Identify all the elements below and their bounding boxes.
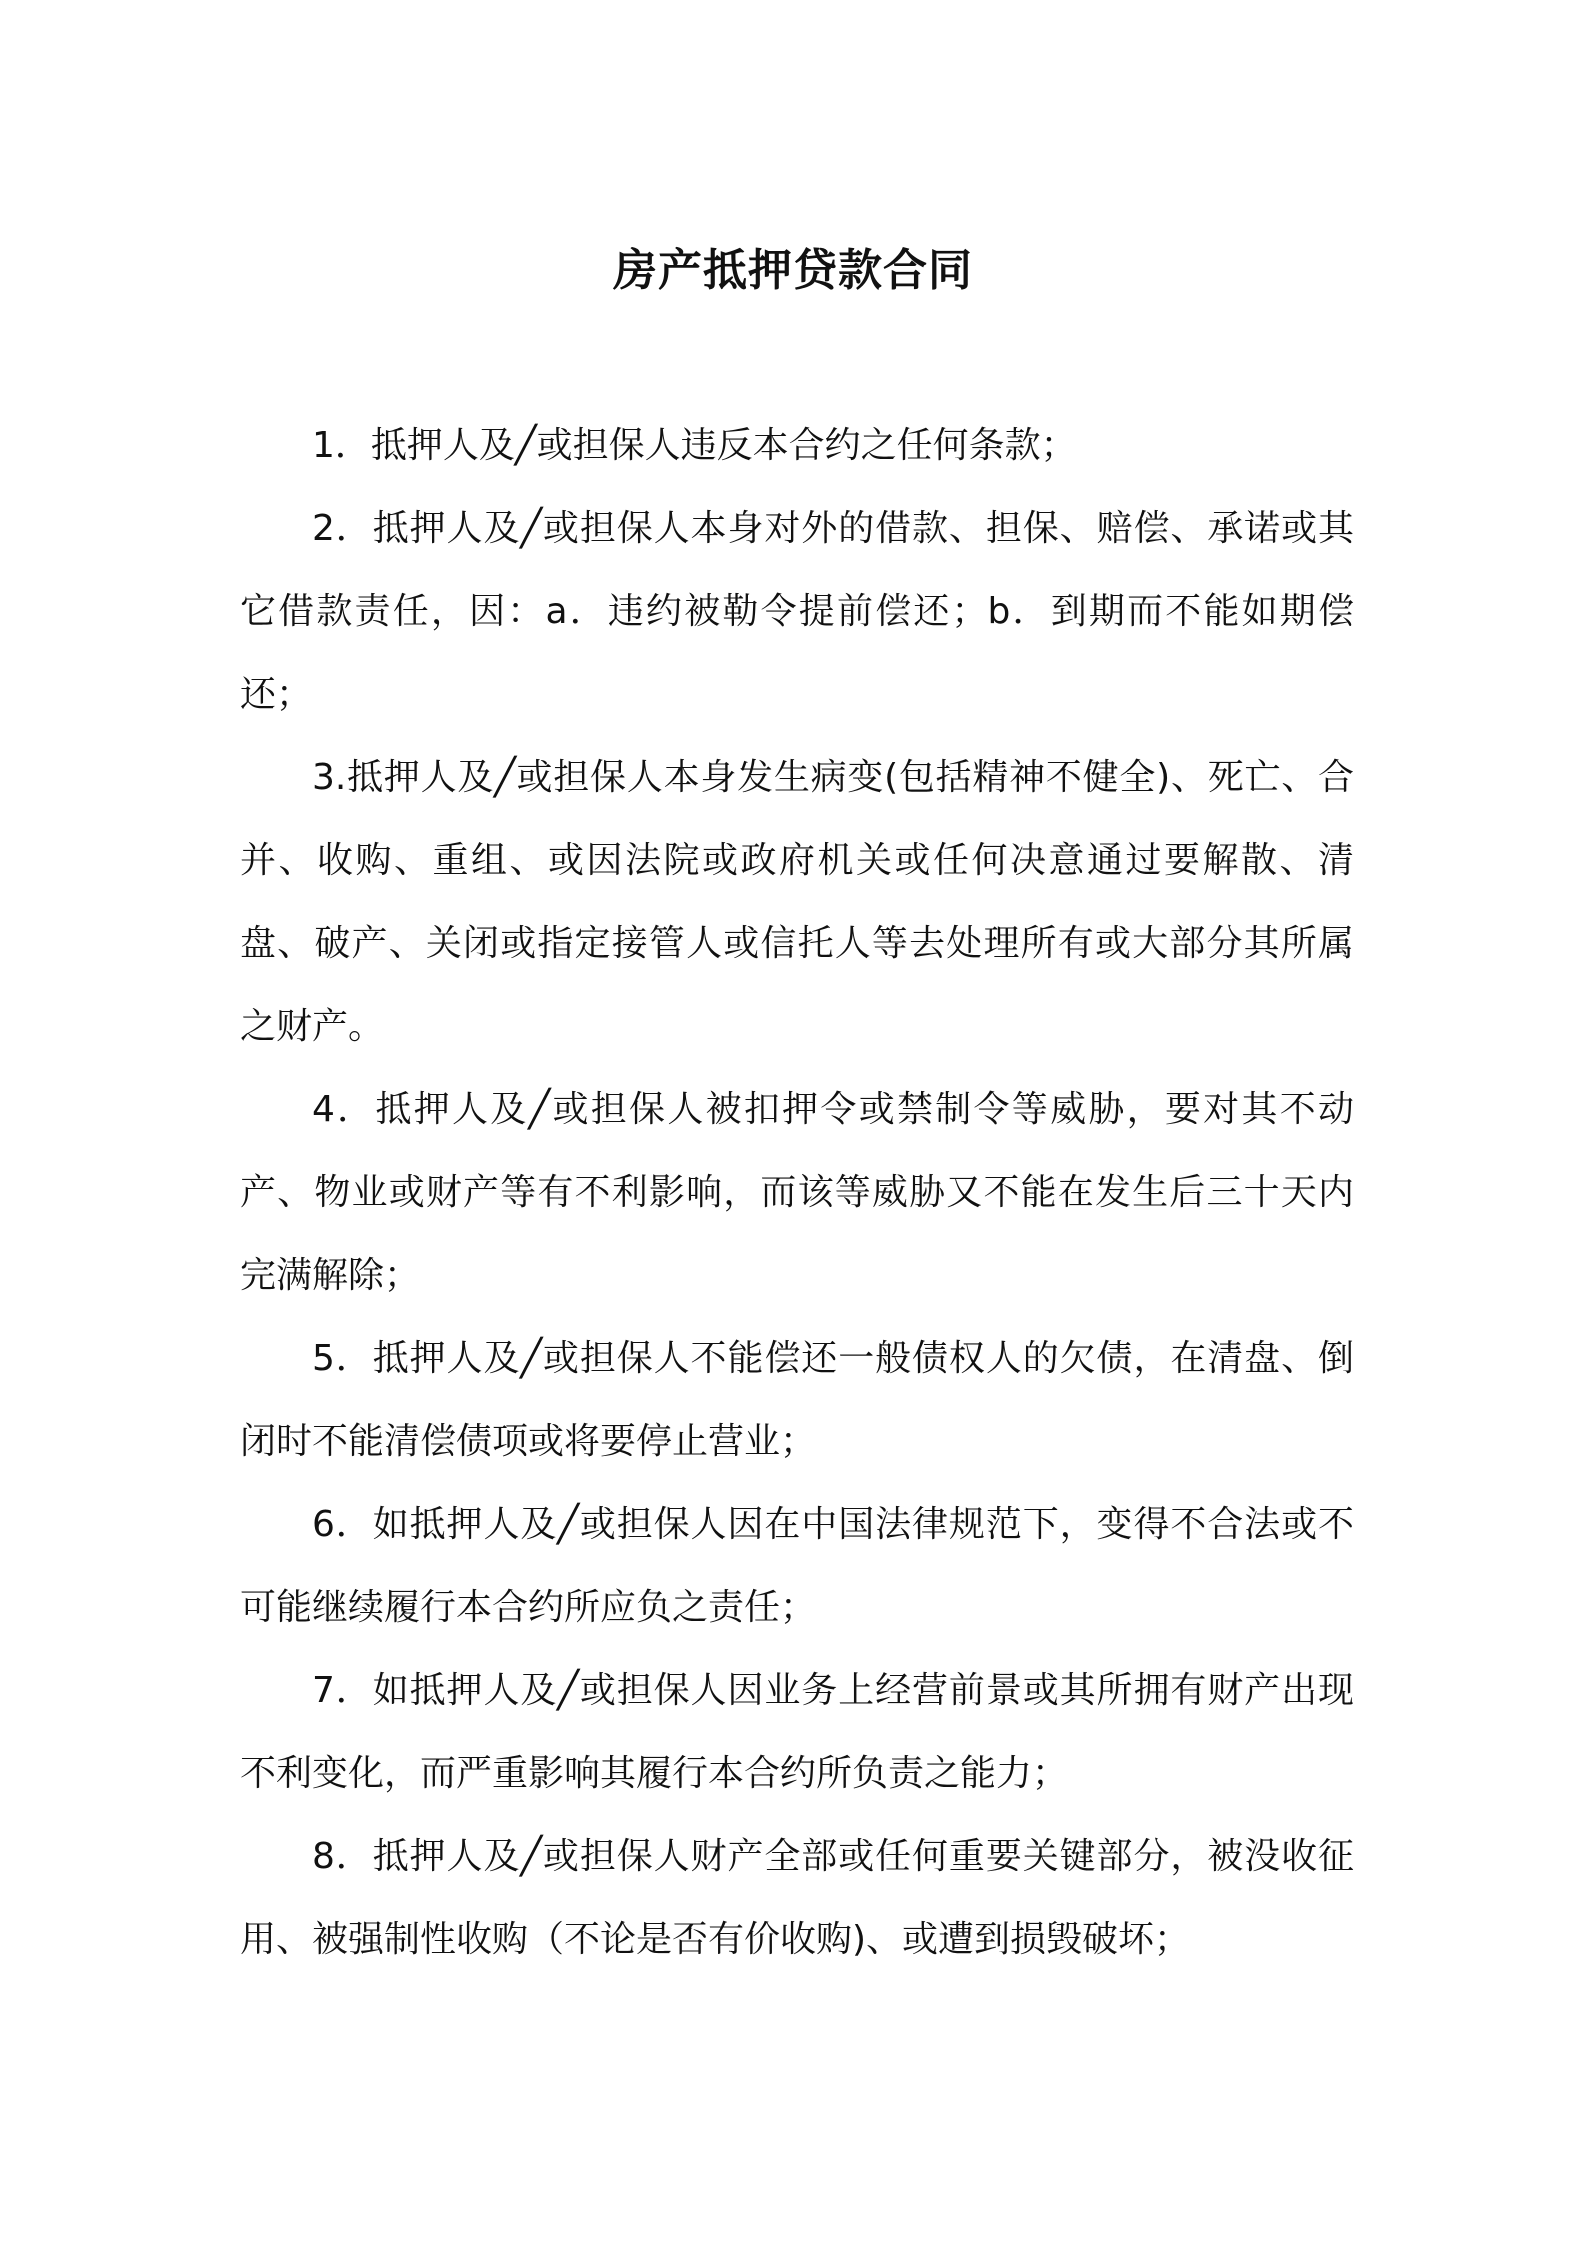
clause-5: 5．抵押人及╱或担保人不能偿还一般债权人的欠债，在清盘、倒闭时不能清偿债项或将要停止营业； bbox=[240, 1338, 1354, 1462]
document-title: 房产抵押贷款合同 bbox=[613, 245, 973, 297]
clause-4: 4．抵押人及╱或担保人被扣押令或禁制令等威胁，要对其不动产、物业或财产等有不利影响，而该等威胁又不能在发生后三十天内完满解除； bbox=[240, 1089, 1354, 1296]
clause-1: 1．抵押人及╱或担保人违反本合约之任何条款； bbox=[312, 425, 1077, 466]
clause-list bbox=[240, 404, 1354, 1981]
clause-7: 7．如抵押人及╱或担保人因业务上经营前景或其所拥有财产出现不利变化，而严重影响其履行本合约所负责之能力； bbox=[240, 1670, 1354, 1794]
clause-8: 8．抵押人及╱或担保人财产全部或任何重要关键部分，被没收征用、被强制性收购（不论是否有价收购)、或遭到损毁破坏； bbox=[240, 1836, 1354, 1960]
clause-3: 3.抵押人及╱或担保人本身发生病变(包括精神不健全)、死亡、合并、收购、重组、或因法院或政府机关或任何决意通过要解散、清盘、破产、关闭或指定接管人或信托人等去处理所有或大部分其所属之财产。 bbox=[240, 757, 1354, 1047]
clause-6: 6．如抵押人及╱或担保人因在中国法律规范下，变得不合法或不可能继续履行本合约所应负之责任； bbox=[240, 1504, 1354, 1628]
clause-2: 2．抵押人及╱或担保人本身对外的借款、担保、赔偿、承诺或其它借款责任，因：a．违约被勒令提前偿还；b．到期而不能如期偿还； bbox=[240, 508, 1354, 715]
